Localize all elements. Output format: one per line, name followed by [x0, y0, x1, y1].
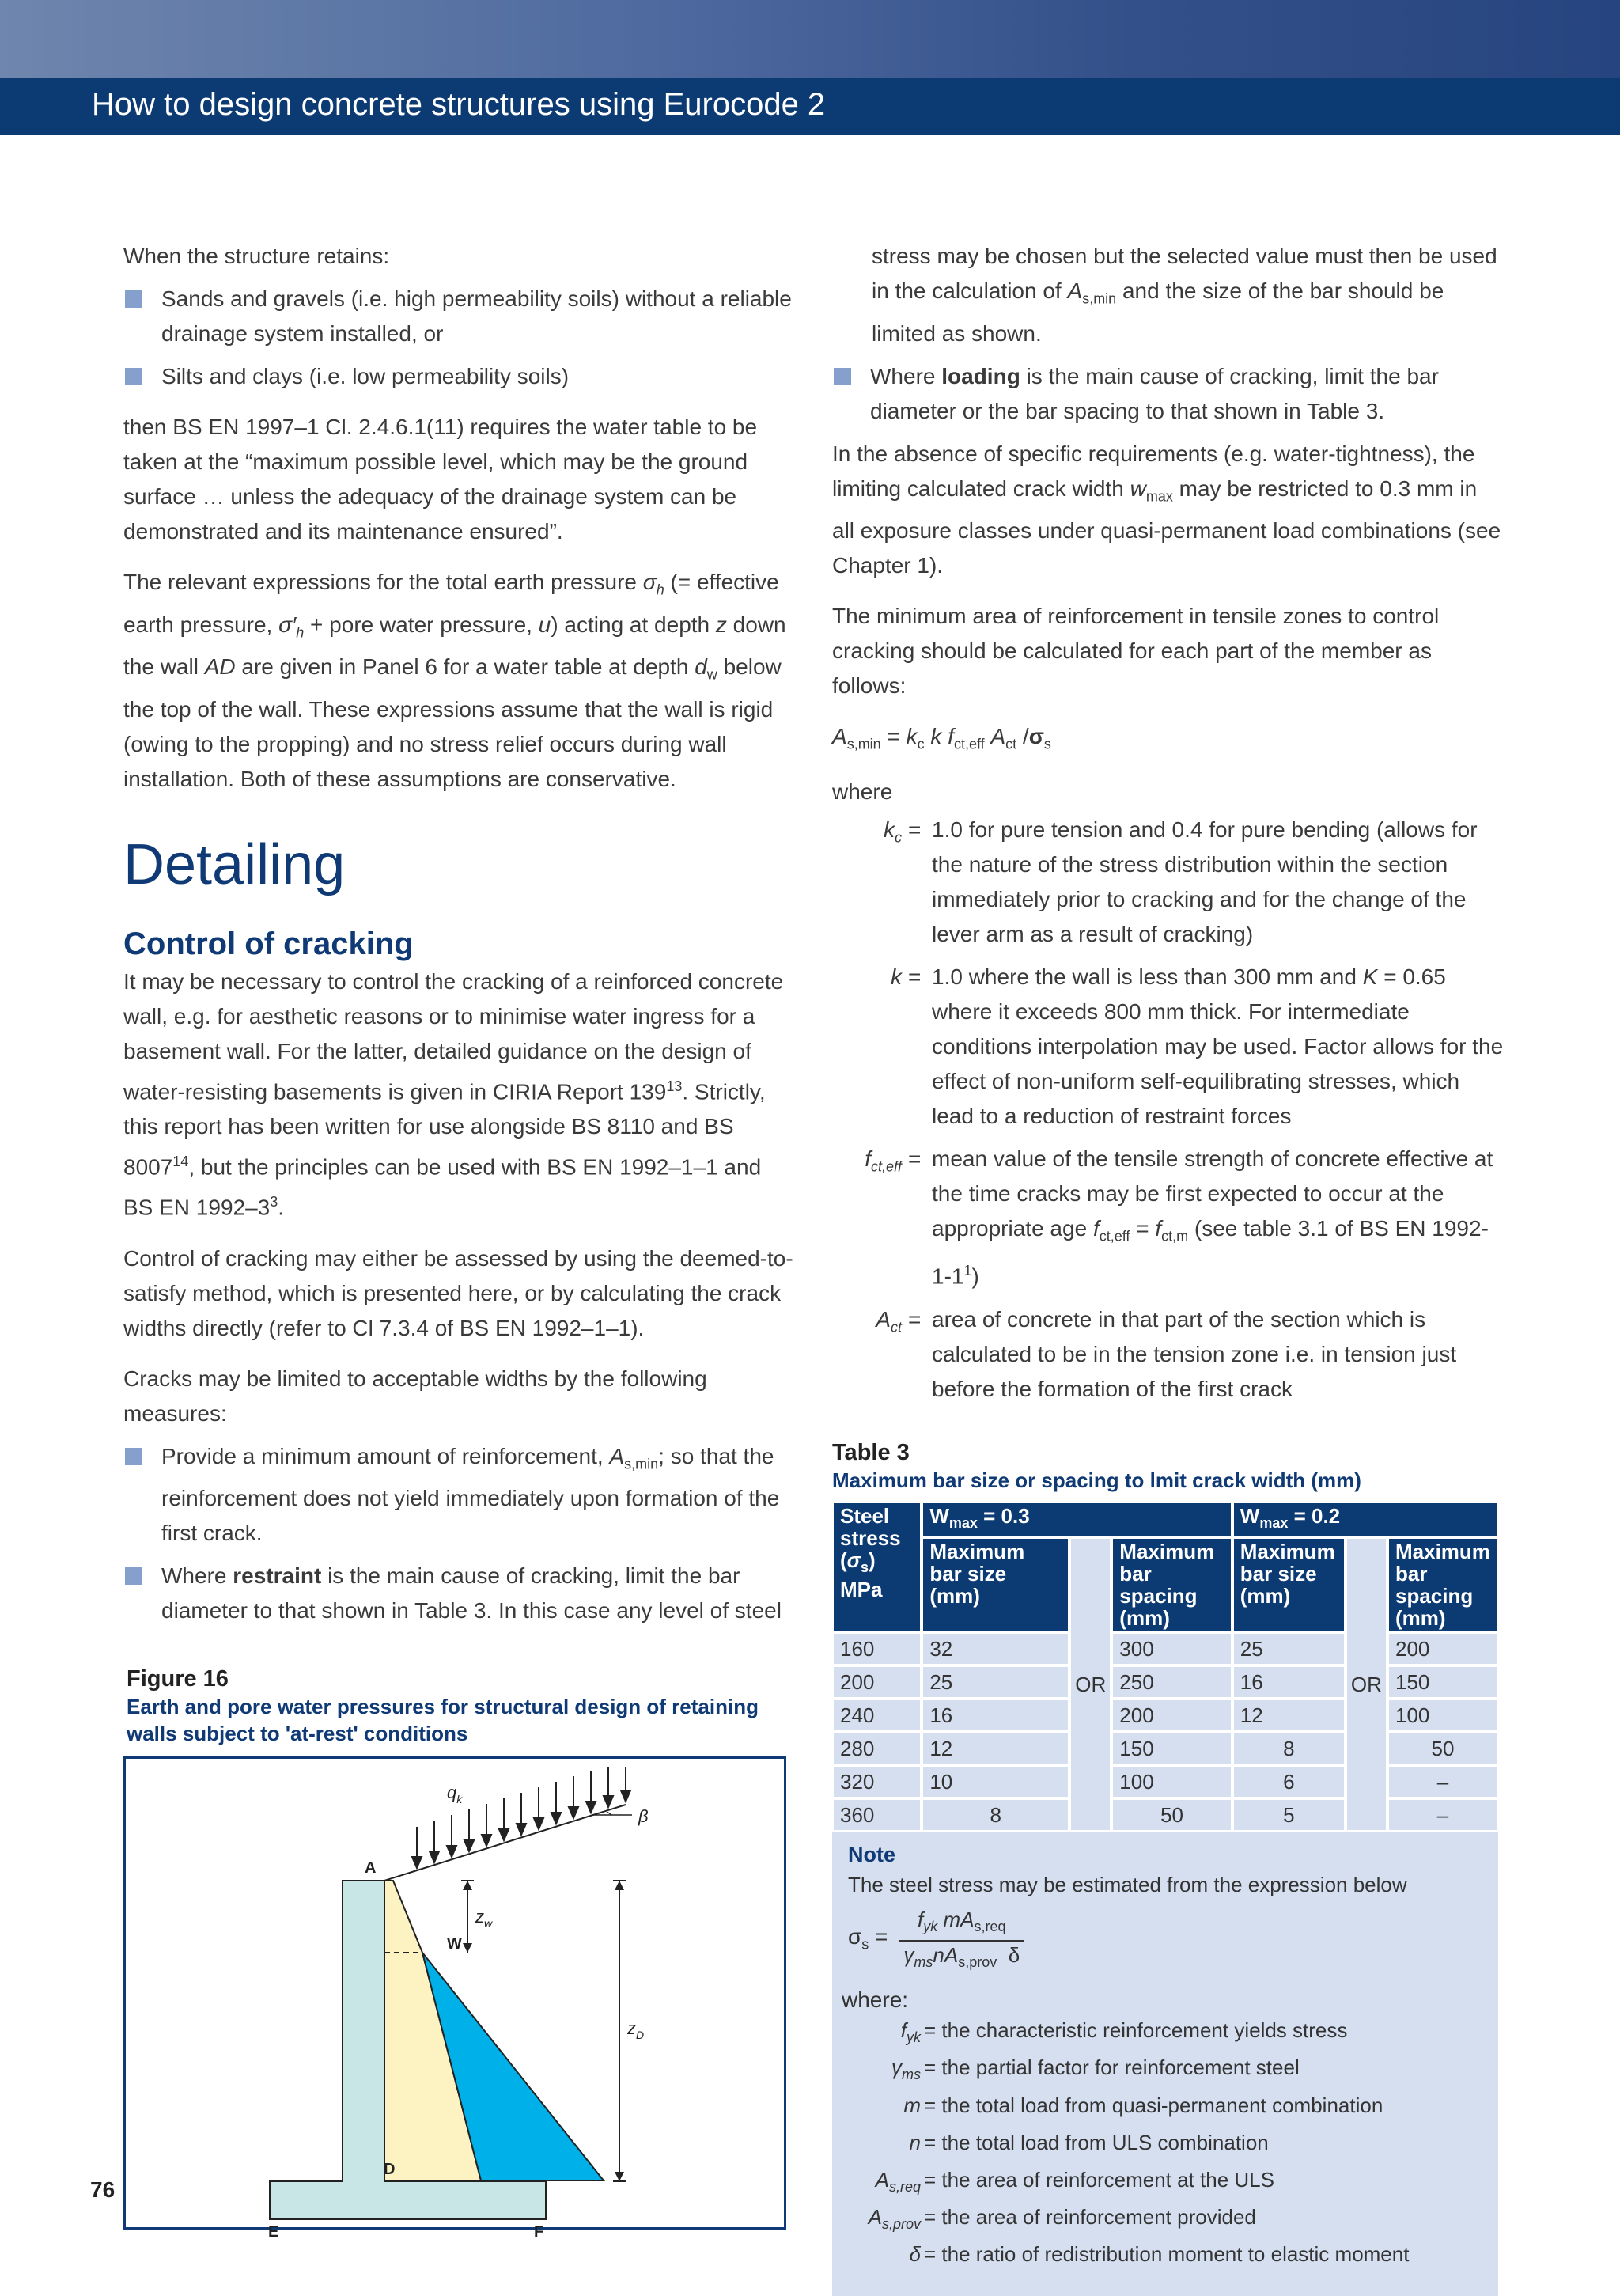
label-point-a: A	[365, 1859, 377, 1877]
note-def: $f_{yk}$ = the characteristic reinforcement yields stress	[900, 2018, 1348, 2046]
intro-text: When the structure retains:	[123, 244, 390, 268]
table-row: 200 25 250 16 150	[832, 1665, 1498, 1699]
figure-title: Earth and pore water pressures for structural design of retaining walls subject to 'at-rest' conditions	[127, 1695, 759, 1746]
table-row: 360 8 50 5 –	[832, 1798, 1498, 1832]
figure-caption	[127, 1665, 796, 1747]
zw-arrow-top	[463, 1881, 472, 1890]
label-qk: $q_k$	[447, 1783, 463, 1806]
earth-pressure-paragraph: The relevant expressions for the total earth pressure $\sigma_h$ (= effective earth pressure, $\sigma'_h$ + pore water pressure, u) acting at depth z down the wall AD are given in Panel 6 for a water table at depth $d_w$ below the top of the wall. These expressions assume that the wall is rigid (owing to the propping) and no stress relief occurs during wall installation. Both of these assumptions are conservative.	[123, 570, 786, 791]
restraint-continued: stress may be chosen but the selected value must then be used in the calculation of $A_{s,min}$ and the size of the bar should be limited as shown.	[872, 244, 1497, 346]
surcharge-load-arrows	[412, 1767, 630, 1868]
section-heading-detailing: Detailing	[123, 832, 346, 896]
header-bar-size-1: Maximum bar size (mm)	[922, 1537, 1069, 1632]
crack-width-table	[832, 1502, 1498, 1832]
bullet-restraint: Where restraint is the main cause of cracking, limit the bar diameter to that shown in Table 3. In this case any level of steel	[123, 1559, 796, 1628]
figure-number: Figure 16	[127, 1666, 229, 1692]
where-label: where	[832, 779, 893, 804]
label-point-d: D	[384, 2161, 396, 2179]
header-title: How to design concrete structures using Eurocode 2	[92, 87, 826, 122]
note-heading: Note	[848, 1842, 895, 1866]
table-caption	[832, 1438, 1505, 1494]
table-row: 320 10 100 6 –	[832, 1765, 1498, 1798]
right-column	[832, 239, 1505, 2296]
water-table-paragraph: then BS EN 1997–1 Cl. 2.4.6.1(11) requires the water table to be taken at the “maximum possible level, which may be the ground surface … unless the adequacy of the drainage system can be demonstrated and its maintenance ensured”.	[123, 415, 758, 544]
bullet-silts: Silts and clays (i.e. low permeability soils)	[123, 359, 796, 394]
note-text: The steel stress may be estimated from the expression below	[848, 1872, 1407, 1896]
note-def: n = the total load from ULS combination	[909, 2130, 1269, 2154]
or-divider-1: OR	[1069, 1537, 1111, 1832]
zd-arrow-bottom	[615, 2172, 624, 2181]
subheading-control-of-cracking: Control of cracking	[123, 926, 414, 961]
def-k: k = 1.0 where the wall is less than 300 mm and K = 0.65 where it exceeds 800 mm thick. For intermediate conditions interpolation may be used. Factor allows for the effect of non-uniform self-equilibrating stresses, which lead to a reduction of restraint forces	[891, 964, 1504, 1128]
label-point-f: F	[534, 2223, 544, 2241]
retaining-wall-svg	[126, 1759, 784, 2241]
header-steel-stress: Steel stress $(\sigma_s)$ MPa	[832, 1502, 922, 1632]
header-wmax-03: $W_{max} = 0.3$	[922, 1502, 1232, 1537]
cracking-intro-paragraph: It may be necessary to control the cracking of a reinforced concrete wall, e.g. for aesthetic reasons or to minimise water ingress for a basement wall. For the latter, detailed guidance on the design of water-resisting basements is given in CIRIA Report $139^{13}$. Strictly, this report has been written for use alongside BS 8110 and BS 8007$^{14}$, but the principles can be used with BS EN 1992–1–1 and BS EN $1992-3^3$.	[123, 968, 784, 1220]
table-row: 160 32 300 25 200	[832, 1632, 1498, 1665]
zd-arrow-top	[615, 1881, 624, 1890]
figure-16-diagram	[123, 1756, 786, 2241]
label-point-w: W	[447, 1935, 462, 1953]
def-fcteff: $f_{ct,eff}$ = mean value of the tensile strength of concrete effective at the time cracks may be first expected to occur at the appropriate age $f_{ct,eff} = f_{ct,m}$ (see table 3.1 of BS EN $1992-1-1^1$)	[865, 1146, 1493, 1289]
header-bar-spacing-2: Maximum bar spacing (mm)	[1387, 1537, 1498, 1632]
min-area-paragraph: The minimum area of reinforcement in tensile zones to control cracking should be calculated for each part of the member as follows:	[832, 604, 1440, 699]
page-number: 76	[90, 2177, 115, 2202]
label-beta: β	[638, 1806, 649, 1827]
note-def: m = the total load from quasi-permanent combination	[903, 2093, 1383, 2117]
asmin-formula: $A_{s,min} = k_c$ k $f_{ct,eff}$ $A_{ct}$ $/\sigma_s$	[832, 724, 1051, 752]
header-title-bar	[0, 78, 1620, 135]
note-def: $A_{s,req}$ = the area of reinforcement at the ULS	[875, 2168, 1274, 2196]
note-def: $A_{s,prov}$ = the area of reinforcement provided	[868, 2205, 1256, 2233]
note-where: where:	[842, 1987, 909, 2013]
left-column	[123, 239, 796, 2241]
def-act: $A_{ct}$ = area of concrete in that part of the section which is calculated to be in the tension zone i.e. in tension just before the formation of the first crack	[876, 1306, 1457, 1401]
bullet-loading: Where loading is the main cause of cracking, limit the bar diameter or the bar spacing to that shown in Table 3.	[832, 359, 1505, 429]
header-bar-spacing-1: Maximum bar spacing (mm)	[1111, 1537, 1232, 1632]
table-row: 240 16 200 12 100	[832, 1699, 1498, 1732]
or-divider-2: OR	[1346, 1537, 1387, 1832]
note-def: $\gamma_{ms}$ = the partial factor for reinforcement steel	[891, 2055, 1300, 2083]
formula-definitions	[832, 813, 1505, 1407]
deemed-to-satisfy-paragraph: Control of cracking may either be assessed by using the deemed-to-satisfy method, which is presented here, or by calculating the crack widths directly (refer to Cl 7.3.4 of BS EN 1992–1–1).	[123, 1245, 793, 1340]
crack-width-paragraph: In the absence of specific requirements (e.g. water-tightness), the limiting calculated crack width $w_{max}$ may be restricted to 0.3 mm in all exposure classes under quasi-permanent load combinations (see Chapter 1).	[832, 441, 1501, 578]
steel-stress-formula: $\sigma_s$ = $f_{yk}$ $mA_{s,req}$ $\gamma_{ms}nA_{s,prov}$ δ	[842, 1906, 1489, 1976]
label-point-e: E	[268, 2223, 279, 2241]
ground-slope-line	[384, 1805, 626, 1881]
bullet-min-reinforcement: Provide a minimum amount of reinforcement, $A_{s,min}$; so that the reinforcement does not yield immediately upon formation of the first crack.	[123, 1439, 796, 1552]
label-zw: $z_w$	[475, 1907, 493, 1930]
header-band	[0, 0, 1620, 78]
label-zd: $z_D$	[627, 2018, 645, 2042]
table-number: Table 3	[832, 1439, 910, 1465]
table-title: Maximum bar size or spacing to lmit crack width (mm)	[832, 1468, 1361, 1492]
note-def: δ = the ratio of redistribution moment to elastic moment	[909, 2242, 1410, 2267]
measures-intro: Cracks may be limited to acceptable widths by the following measures:	[123, 1366, 707, 1426]
table-row: 280 12 150 8 50	[832, 1732, 1498, 1765]
zw-arrow-bottom	[463, 1943, 472, 1953]
table-3	[832, 1502, 1498, 2296]
bullet-sands: Sands and gravels (i.e. high permeability soils) without a reliable drainage system installed, or	[123, 282, 796, 351]
table-note	[832, 1832, 1498, 2296]
header-wmax-02: $W_{max} = 0.2$	[1232, 1502, 1498, 1537]
header-bar-size-2: Maximum bar size (mm)	[1232, 1537, 1346, 1632]
def-kc: $k_c$ = 1.0 for pure tension and 0.4 for pure bending (allows for the nature of the stress distribution within the section immediately prior to cracking and for the change of the lever arm as a result of cracking)	[884, 816, 1478, 946]
